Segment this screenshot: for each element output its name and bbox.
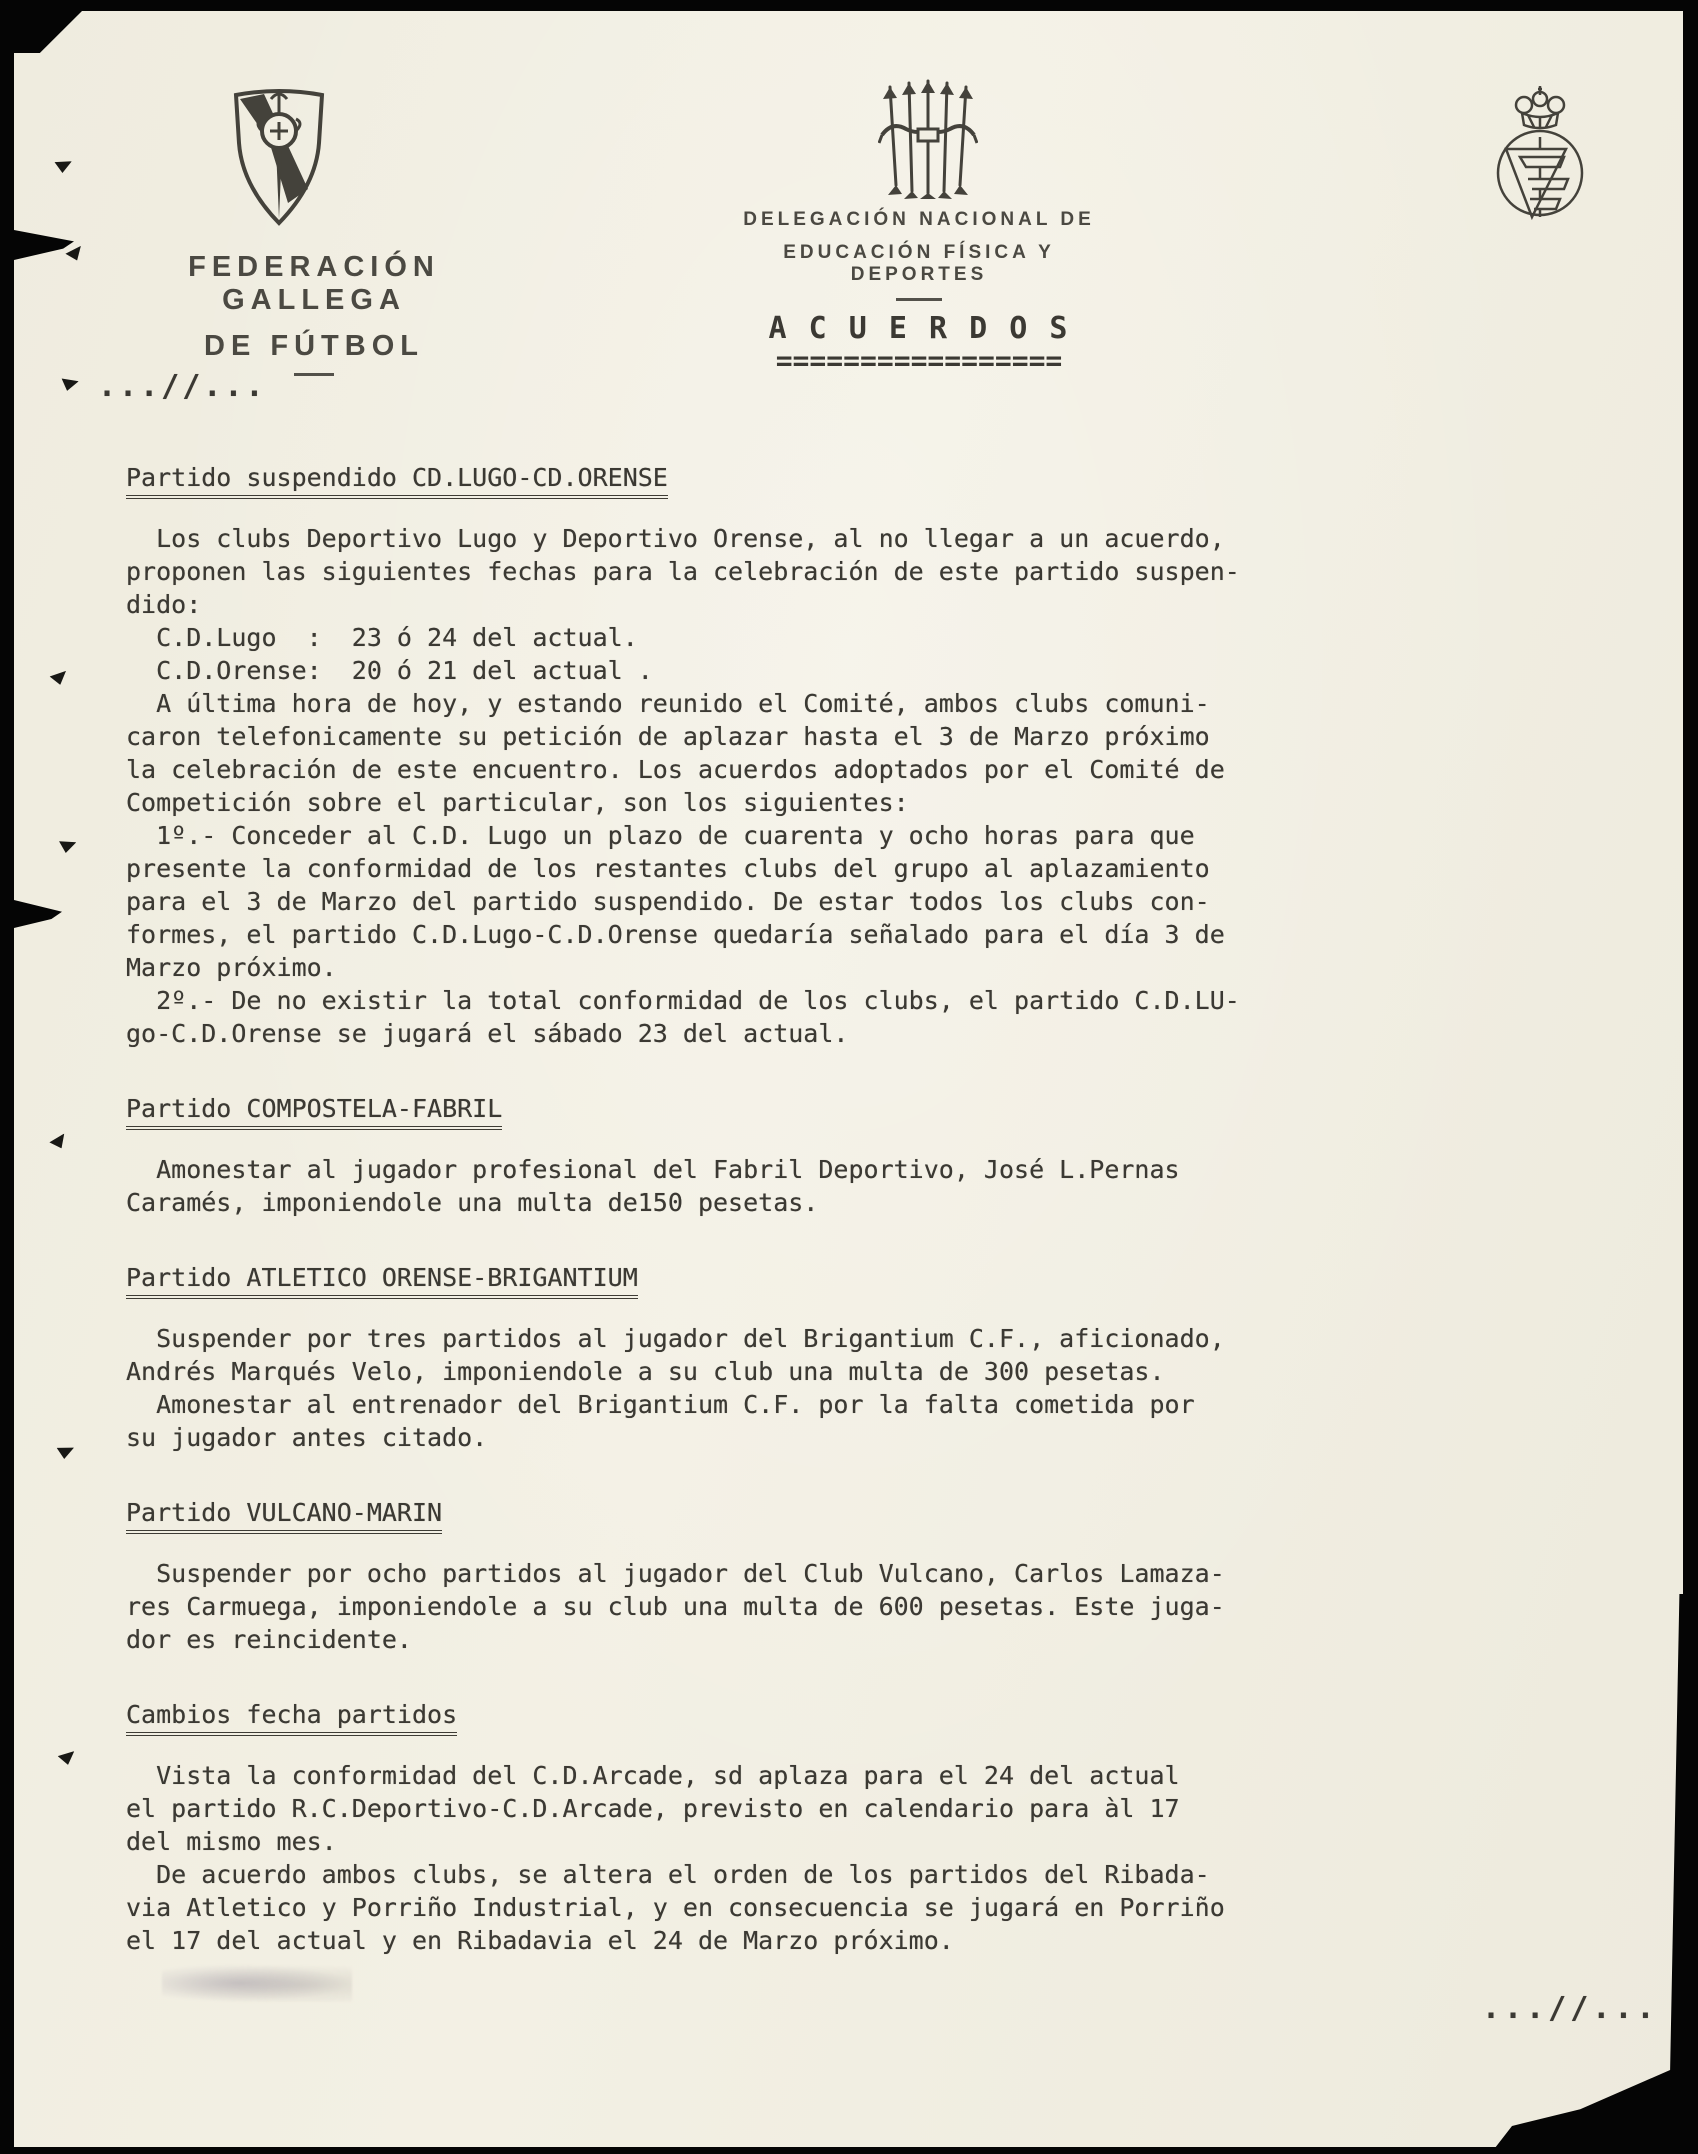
org-left-line1: FEDERACIÓN GALLEGA — [188, 251, 440, 316]
body-text-line: 1º.- Conceder al C.D. Lugo un plazo de cuarenta y ocho horas para que — [126, 821, 1195, 850]
org-center-line1: DELEGACIÓN NACIONAL DE — [743, 209, 1095, 230]
body-text-line: go-C.D.Orense se jugará el sábado 23 del actual. — [126, 1019, 849, 1048]
body-text-line: la celebración de este encuentro. Los acuerdos adoptados por el Comité de — [126, 755, 1225, 784]
body-text-line: Marzo próximo. — [126, 953, 337, 982]
section-heading: Partido VULCANO-MARIN — [126, 1494, 1546, 1531]
body-text-line: Suspender por tres partidos al jugador del Brigantium C.F., aficionado, — [126, 1324, 1225, 1353]
sections — [126, 459, 1546, 1957]
continuation-mark-top: ...//... — [98, 369, 267, 404]
org-left-line2: DE FÚTBOL — [204, 330, 424, 362]
body-text-line: Suspender por ocho partidos al jugador del Club Vulcano, Carlos Lamaza- — [126, 1559, 1225, 1588]
body-text-line: el partido R.C.Deportivo-C.D.Arcade, previsto en calendario para àl 17 — [126, 1794, 1180, 1823]
scan-edge-bottom — [0, 2147, 1698, 2154]
body-text-line: para el 3 de Marzo del partido suspendido. De estar todos los clubs con- — [126, 887, 1210, 916]
body-text-line: Andrés Marqués Velo, imponiendole a su club una multa de 300 pesetas. — [126, 1357, 1165, 1386]
body-text-line: caron telefonicamente su petición de aplazar hasta el 3 de Marzo próximo — [126, 722, 1210, 751]
doc-title-underline: ================= — [775, 344, 1063, 377]
body-text-line: dido: — [126, 590, 202, 619]
org-name-left — [94, 251, 534, 376]
body-text-line: De acuerdo ambos clubs, se altera el orden de los partidos del Ribada- — [126, 1860, 1210, 1889]
paper-sheet — [14, 11, 1684, 2148]
body-text-line: A última hora de hoy, y estando reunido el Comité, ambos clubs comuni- — [126, 689, 1210, 718]
body-text-line: Competición sobre el particular, son los siguientes: — [126, 788, 909, 817]
body-text-line: 2º.- De no existir la total conformidad de los clubs, el partido C.D.LU- — [126, 986, 1240, 1015]
doc-title-block — [714, 311, 1124, 377]
galician-federation-shield-icon — [224, 81, 334, 231]
org-center-line2: EDUCACIÓN FÍSICA Y DEPORTES — [783, 242, 1055, 285]
section-heading: Cambios fecha partidos — [126, 1696, 1546, 1733]
body-text-line: C.D.Lugo : 23 ó 24 del actual. — [126, 623, 638, 652]
body-text-line: Amonestar al entrenador del Brigantium C.F. por la falta cometida por — [126, 1390, 1195, 1419]
body-text-line: proponen las siguientes fechas para la celebración de este partido suspen- — [126, 557, 1240, 586]
scan-edge-top — [0, 0, 1698, 11]
crowned-federation-badge-icon — [1480, 83, 1600, 233]
org-left-rule — [294, 373, 334, 376]
body-text-line: dor es reincidente. — [126, 1625, 412, 1654]
body-text-line: Los clubs Deportivo Lugo y Deportivo Orense, al no llegar a un acuerdo, — [126, 524, 1225, 553]
body-text-line: res Carmuega, imponiendole a su club una multa de 600 pesetas. Este juga- — [126, 1592, 1225, 1621]
body-text-line: via Atletico y Porriño Industrial, y en consecuencia se jugará en Porriño — [126, 1893, 1225, 1922]
section-heading: Partido suspendido CD.LUGO-CD.ORENSE — [126, 459, 1546, 496]
yoke-and-arrows-emblem-icon — [878, 73, 978, 199]
continuation-mark-bottom: ...//... — [1482, 1991, 1659, 2026]
body-text-line: Amonestar al jugador profesional del Fabril Deportivo, José L.Pernas — [126, 1155, 1180, 1184]
body-text-line: presente la conformidad de los restantes clubs del grupo al aplazamiento — [126, 854, 1210, 883]
body-text-line: del mismo mes. — [126, 1827, 337, 1856]
faint-stamp-mark — [162, 1964, 352, 2002]
body-text-line: Vista la conformidad del C.D.Arcade, sd aplaza para el 24 del actual — [126, 1761, 1180, 1790]
org-center-rule — [896, 298, 942, 301]
body-text-line: Caramés, imponiendole una multa de150 pesetas. — [126, 1188, 819, 1217]
doc-title: A C U E R D O S — [768, 311, 1070, 346]
body-text-line: su jugador antes citado. — [126, 1423, 488, 1452]
body-text-line: formes, el partido C.D.Lugo-C.D.Orense quedaría señalado para el día 3 de — [126, 920, 1225, 949]
section-heading: Partido ATLETICO ORENSE-BRIGANTIUM — [126, 1259, 1546, 1296]
scan-edge-left — [0, 0, 14, 2154]
org-name-center — [714, 209, 1124, 301]
body-text-line: el 17 del actual y en Ribadavia el 24 de Marzo próximo. — [126, 1926, 954, 1955]
section-heading: Partido COMPOSTELA-FABRIL — [126, 1090, 1546, 1127]
body-text-line: C.D.Orense: 20 ó 21 del actual . — [126, 656, 653, 685]
